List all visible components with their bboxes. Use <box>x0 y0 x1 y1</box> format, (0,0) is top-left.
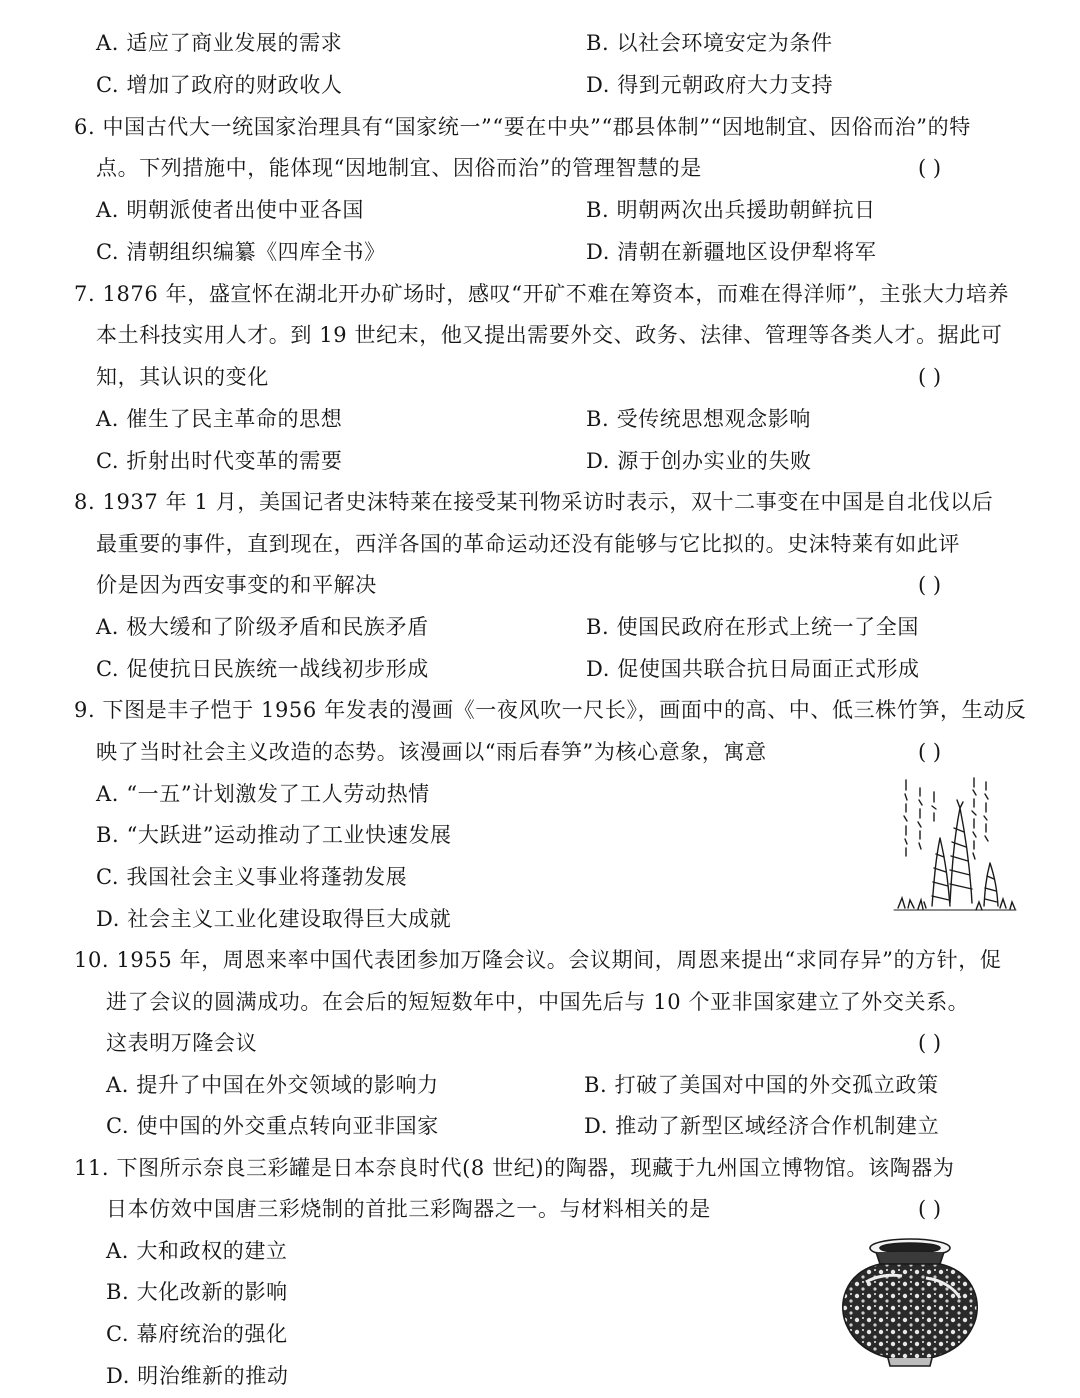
q9-stem-line-1: 9. 下图是丰子恺于 1956 年发表的漫画《一夜风吹一尺长》，画面中的高、中、低三株竹笋，生动反 <box>74 698 1027 722</box>
q11-stem-line-2: 日本仿效中国唐三彩烧制的首批三彩陶器之一。与材料相关的是 <box>106 1197 711 1221</box>
q6-stem-line-1: 6. 中国古代大一统国家治理具有“国家统一”“要在中央”“郡县体制”“因地制宜、因俗而治”的特 <box>74 115 971 139</box>
q9-option-b: B. “大跃进”运动推动了工业快速发展 <box>96 823 452 847</box>
q8-answer-paren: ( ) <box>918 573 942 597</box>
q5-option-b: B. 以社会环境安定为条件 <box>586 31 833 55</box>
q10-option-d: D. 推动了新型区域经济合作机制建立 <box>584 1114 940 1138</box>
q10-stem-line-3: 这表明万隆会议 <box>106 1031 258 1055</box>
q7-option-c: C. 折射出时代变革的需要 <box>96 449 343 473</box>
q10-option-a: A. 提升了中国在外交领域的影响力 <box>106 1073 439 1097</box>
q6-option-a: A. 明朝派使者出使中亚各国 <box>96 198 364 222</box>
q7-option-b: B. 受传统思想观念影响 <box>586 407 811 431</box>
q8-option-d: D. 促使国共联合抗日局面正式形成 <box>586 657 920 681</box>
q5-option-d: D. 得到元朝政府大力支持 <box>586 73 834 97</box>
q8-stem-line-3: 价是因为西安事变的和平解决 <box>96 573 377 597</box>
q7-stem-line-3: 知，其认识的变化 <box>96 365 269 389</box>
q11-option-a: A. 大和政权的建立 <box>106 1239 288 1263</box>
q11-option-b: B. 大化改新的影响 <box>106 1280 288 1304</box>
q9-option-d: D. 社会主义工业化建设取得巨大成就 <box>96 907 452 931</box>
q5-option-c: C. 增加了政府的财政收人 <box>96 73 343 97</box>
bamboo-shoots-cartoon-figure <box>890 768 1020 918</box>
q8-option-b: B. 使国民政府在形式上统一了全国 <box>586 615 919 639</box>
q6-option-d: D. 清朝在新疆地区设伊犁将军 <box>586 240 877 264</box>
q10-stem-line-1: 10. 1955 年，周恩来率中国代表团参加万隆会议。会议期间，周恩来提出“求同存异”的方针，促 <box>74 948 1002 972</box>
q7-option-d: D. 源于创办实业的失败 <box>586 449 812 473</box>
q9-answer-paren: ( ) <box>918 740 942 764</box>
q9-option-a: A. “一五”计划激发了工人劳动热情 <box>96 782 430 806</box>
q7-option-a: A. 催生了民主革命的思想 <box>96 407 343 431</box>
q6-option-b: B. 明朝两次出兵援助朝鲜抗日 <box>586 198 876 222</box>
q5-option-a: A. 适应了商业发展的需求 <box>96 31 343 55</box>
q8-option-c: C. 促使抗日民族统一战线初步形成 <box>96 657 429 681</box>
q8-option-a: A. 极大缓和了阶级矛盾和民族矛盾 <box>96 615 429 639</box>
q10-option-b: B. 打破了美国对中国的外交孤立政策 <box>584 1073 939 1097</box>
q7-answer-paren: ( ) <box>918 365 942 389</box>
q10-stem-line-2: 进了会议的圆满成功。在会后的短短数年中，中国先后与 10 个亚非国家建立了外交关系。 <box>106 990 970 1014</box>
q6-stem-line-2: 点。下列措施中，能体现“因地制宜、因俗而治”的管理智慧的是 <box>96 156 702 180</box>
q11-option-d: D. 明治维新的推动 <box>106 1364 289 1388</box>
q9-stem-line-2: 映了当时社会主义改造的态势。该漫画以“雨后春笋”为核心意象，寓意 <box>96 740 767 764</box>
q8-stem-line-1: 8. 1937 年 1 月，美国记者史沫特莱在接受某刊物采访时表示，双十二事变在中国是自北伐以后 <box>74 490 994 514</box>
q11-option-c: C. 幕府统治的强化 <box>106 1322 288 1346</box>
q7-stem-line-2: 本土科技实用人才。到 19 世纪末，他又提出需要外交、政务、法律、管理等各类人才。据此可 <box>96 323 1003 347</box>
q7-stem-line-1: 7. 1876 年，盛宣怀在湖北开办矿场时，感叹“开矿不难在筹资本，而难在得洋师”，主张大力培养 <box>74 282 1010 306</box>
q9-option-c: C. 我国社会主义事业将蓬勃发展 <box>96 865 408 889</box>
q10-answer-paren: ( ) <box>918 1031 942 1055</box>
q6-answer-paren: ( ) <box>918 156 942 180</box>
q10-option-c: C. 使中国的外交重点转向亚非国家 <box>106 1114 439 1138</box>
q11-answer-paren: ( ) <box>918 1197 942 1221</box>
nara-sancai-jar-figure <box>830 1232 990 1372</box>
q6-option-c: C. 清朝组织编纂《四库全书》 <box>96 240 386 264</box>
q11-stem-line-1: 11. 下图所示奈良三彩罐是日本奈良时代(8 世纪)的陶器，现藏于九州国立博物馆。该陶器为 <box>74 1156 955 1180</box>
q8-stem-line-2: 最重要的事件，直到现在，西洋各国的革命运动还没有能够与它比拟的。史沫特莱有如此评 <box>96 532 960 556</box>
